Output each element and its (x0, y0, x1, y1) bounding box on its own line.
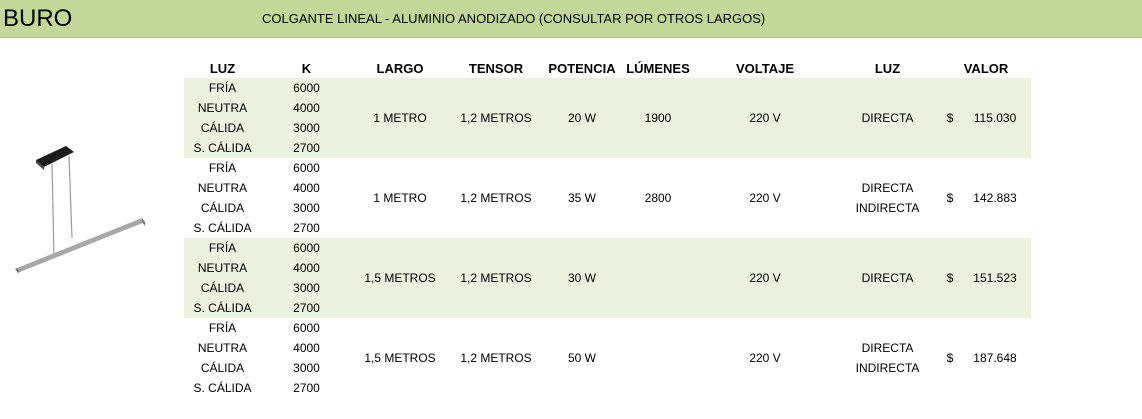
luz-tipo-cell (834, 78, 941, 158)
header-potencia: POTENCIA (548, 61, 616, 76)
luz-tipo-line-1: DIRECTA (861, 111, 914, 125)
k-cell: 2700 (261, 138, 352, 158)
table-header-row (184, 59, 1031, 78)
luz-cell: CÁLIDA (184, 278, 261, 298)
lamp-body (17, 218, 145, 272)
k-cell: 3000 (293, 201, 320, 215)
k-cell: 2700 (261, 298, 352, 318)
header-lumenes: LÚMENES (626, 61, 690, 76)
header-luz: LUZ (209, 61, 236, 76)
header-valor: VALOR (963, 61, 1009, 76)
luz-tipo-line-1: DIRECTA (861, 181, 914, 195)
lumenes-cell: 1900 (620, 78, 696, 158)
price-table (184, 59, 1031, 398)
table-row (184, 78, 1031, 98)
luz-cell: S. CÁLIDA (184, 138, 261, 158)
luz-cell: NEUTRA (184, 258, 261, 278)
table-row (184, 318, 1031, 338)
tensor-cell: 1,2 METROS (448, 78, 544, 158)
currency-cell: $ (941, 78, 959, 158)
luz-cell: CÁLIDA (200, 361, 245, 375)
luz-cell: FRÍA (208, 321, 237, 335)
header-largo: LARGO (376, 61, 424, 76)
suspension-cable-left (52, 164, 54, 258)
luz-cell: NEUTRA (197, 181, 248, 195)
table-row (184, 238, 1031, 258)
pendant-lamp-image (14, 140, 154, 275)
voltaje-cell: 220 V (696, 78, 834, 158)
largo-cell: 1 METRO (352, 78, 448, 158)
lumenes-cell (620, 238, 696, 318)
k-cell: 3000 (261, 278, 352, 298)
luz-cell: NEUTRA (197, 341, 248, 355)
k-cell: 4000 (293, 341, 320, 355)
potencia-cell: 20 W (544, 78, 620, 158)
luz-tipo-line-2: INDIRECTA (855, 201, 920, 215)
potencia-cell: 50 W (567, 351, 596, 365)
luz-tipo-cell (834, 318, 941, 398)
largo-cell: 1,5 METROS (364, 351, 436, 365)
valor-cell: 142.883 (973, 191, 1017, 205)
voltaje-cell: 220 V (749, 191, 781, 205)
luz-cell: FRÍA (184, 78, 261, 98)
potencia-cell: 30 W (544, 238, 620, 318)
table-row (184, 158, 1031, 178)
voltaje-cell: 220 V (749, 351, 781, 365)
header-tensor: TENSOR (468, 61, 524, 76)
luz-tipo-cell (834, 238, 941, 318)
k-cell: 4000 (293, 181, 320, 195)
luz-cell: S. CÁLIDA (184, 298, 261, 318)
header-k: K (301, 61, 312, 76)
currency-cell: $ (946, 191, 954, 205)
brand-title: BURO (3, 5, 73, 32)
k-cell: 4000 (261, 98, 352, 118)
luz-cell: FRÍA (184, 238, 261, 258)
valor-cell: 187.648 (973, 351, 1017, 365)
k-cell: 2700 (293, 381, 320, 395)
lamp-body-tip (142, 218, 145, 226)
header-luz-tipo: LUZ (874, 61, 901, 76)
largo-cell: 1 METRO (373, 191, 427, 205)
largo-cell: 1,5 METROS (352, 238, 448, 318)
luz-cell: CÁLIDA (184, 118, 261, 138)
tensor-cell: 1,2 METROS (448, 238, 544, 318)
k-cell: 6000 (293, 161, 320, 175)
luz-cell: S. CÁLIDA (193, 381, 252, 395)
k-cell: 6000 (261, 78, 352, 98)
suspension-cable-right (69, 156, 72, 238)
luz-cell: S. CÁLIDA (193, 221, 252, 235)
k-cell: 2700 (293, 221, 320, 235)
k-cell: 6000 (261, 238, 352, 258)
k-cell: 4000 (261, 258, 352, 278)
luz-tipo-line-1: DIRECTA (861, 271, 914, 285)
product-subtitle: COLGANTE LINEAL - ALUMINIO ANODIZADO (CONSULTAR POR OTROS LARGOS) (262, 11, 766, 26)
header-voltaje: VOLTAJE (735, 61, 795, 76)
currency-cell: $ (941, 238, 959, 318)
luz-cell: NEUTRA (184, 98, 261, 118)
luz-tipo-line-2: INDIRECTA (855, 361, 920, 375)
luz-tipo-cell (834, 158, 941, 238)
voltaje-cell: 220 V (696, 238, 834, 318)
k-cell: 3000 (261, 118, 352, 138)
luz-cell: FRÍA (208, 161, 237, 175)
lamp-canopy (36, 146, 74, 167)
potencia-cell: 35 W (567, 191, 596, 205)
tensor-cell: 1,2 METROS (460, 351, 532, 365)
valor-cell: 115.030 (959, 78, 1031, 158)
valor-cell: 151.523 (959, 238, 1031, 318)
lumenes-cell (620, 318, 696, 398)
luz-cell: CÁLIDA (200, 201, 245, 215)
k-cell: 3000 (293, 361, 320, 375)
k-cell: 6000 (293, 321, 320, 335)
luz-tipo-line-1: DIRECTA (861, 341, 914, 355)
lumenes-cell: 2800 (644, 191, 672, 205)
header-bar (0, 0, 1142, 38)
tensor-cell: 1,2 METROS (460, 191, 532, 205)
currency-cell: $ (946, 351, 954, 365)
